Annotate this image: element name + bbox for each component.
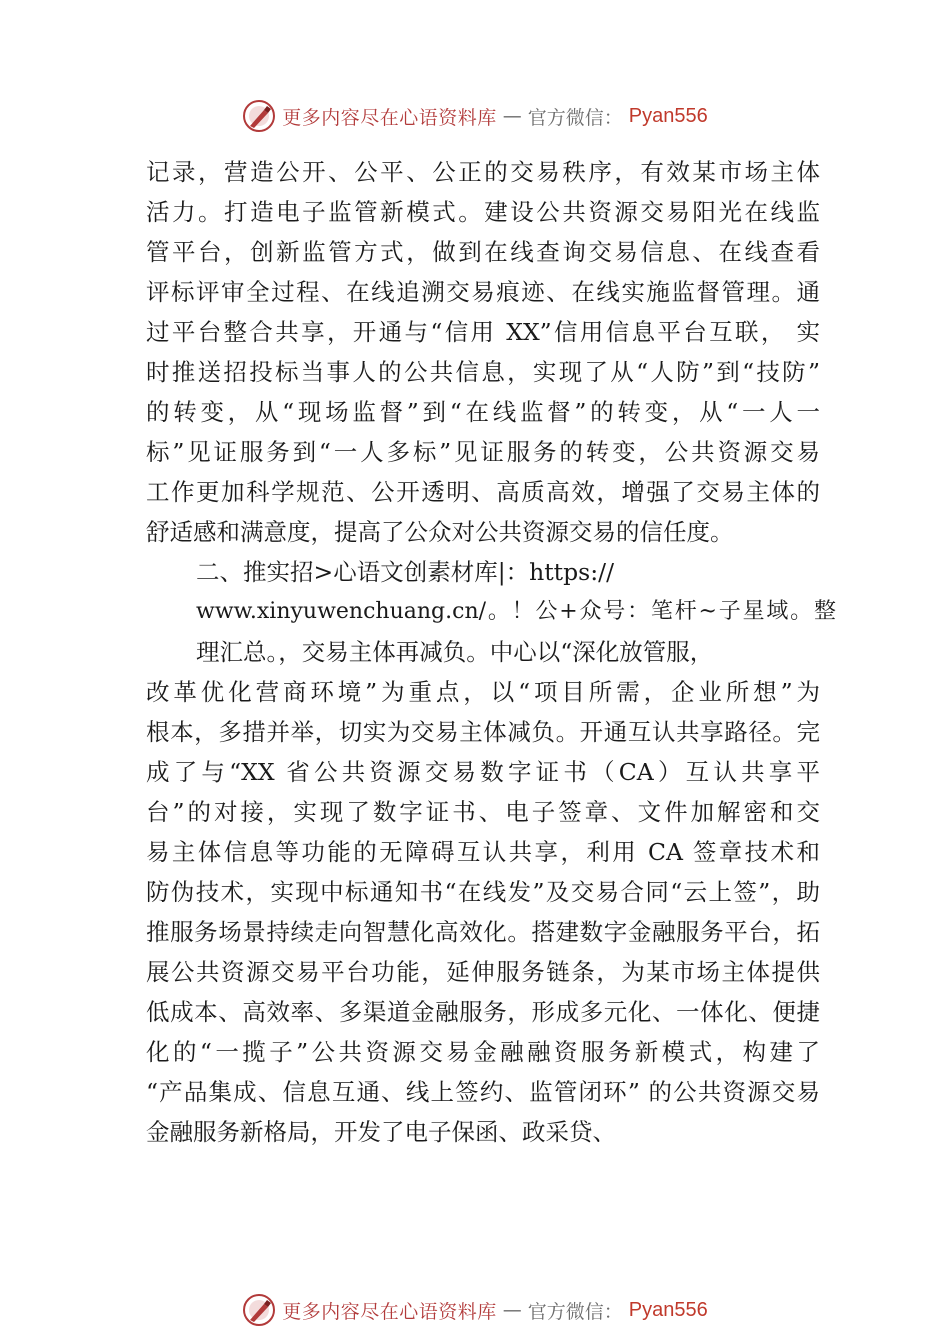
text-line: 管平台，创新监管方式，做到在线查询交易信息、在线查看 — [146, 238, 820, 266]
text-line: 展公共资源交易平台功能，延伸服务链条，为某市场主体提供 — [146, 958, 820, 986]
pen-nib-logo-icon — [242, 1293, 276, 1327]
document-body — [146, 152, 836, 1152]
text-line: 时推送招投标当事人的公共信息，实现了从“人防”到“技防” — [146, 358, 820, 386]
banner-dash: — — [502, 1299, 522, 1321]
text-line: 根本，多措并举，切实为交易主体减负。开通互认共享路径。完 — [146, 718, 820, 746]
text-line: 改革优化营商环境”为重点，以“项目所需，企业所想”为 — [146, 678, 820, 706]
text-line: 理汇总。，交易主体再减负。中心以“深化放管服， — [196, 638, 714, 666]
text-line: 推服务场景持续走向智慧化高效化。搭建数字金融服务平台，拓 — [146, 918, 820, 946]
text-line: 过平台整合共享，开通与“信用 XX”信用信息平台互联， 实 — [146, 318, 820, 346]
pen-nib-logo-icon — [242, 99, 276, 133]
text-line: 化的“一揽子”公共资源交易金融融资服务新模式，构建了 — [146, 1038, 820, 1066]
footer-watermark-banner — [0, 1290, 950, 1330]
banner-wechat-id: Pyan556 — [628, 104, 708, 127]
text-line: 的转变，从“现场监督”到“在线监督”的转变，从“一人一 — [146, 398, 820, 426]
text-line: 低成本、高效率、多渠道金融服务，形成多元化、一体化、便捷 — [146, 998, 820, 1026]
text-line: 活力。打造电子监管新模式。建设公共资源交易阳光在线监 — [146, 198, 820, 226]
banner-wechat-label: 官方微信： — [527, 1300, 623, 1323]
text-line: 记录，营造公开、公平、公正的交易秩序，有效某市场主体 — [146, 158, 820, 186]
text-line: 台”的对接，实现了数字证书、电子签章、文件加解密和交 — [146, 798, 820, 826]
text-line: 标”见证服务到“一人多标”见证服务的转变，公共资源交易 — [146, 438, 820, 466]
text-line: 舒适感和满意度，提高了公众对公共资源交易的信任度。 — [146, 518, 734, 546]
banner-title: 更多内容尽在心语资料库 — [282, 106, 497, 129]
header-watermark-banner — [0, 96, 950, 136]
banner-wechat-label: 官方微信： — [527, 106, 623, 129]
text-line: 评标评审全过程、在线追溯交易痕迹、在线实施监督管理。通 — [146, 278, 820, 306]
text-line: “产品集成、信息互通、线上签约、监管闭环” 的公共资源交易 — [146, 1078, 820, 1106]
banner-wechat-id: Pyan556 — [628, 1298, 708, 1321]
banner-title: 更多内容尽在心语资料库 — [282, 1300, 497, 1323]
text-line: 防伪技术，实现中标通知书“在线发”及交易合同“云上签”，助 — [146, 878, 820, 906]
text-line: www.xinyuwenchuang.cn/。！公+众号：笔杆~子星域。整 — [196, 599, 836, 624]
banner-dash: — — [502, 105, 522, 127]
text-line: 成了与“XX 省公共资源交易数字证书（CA）互认共享平 — [146, 758, 820, 786]
text-line: 工作更加科学规范、公开透明、高质高效，增强了交易主体的 — [146, 478, 820, 506]
text-line: 易主体信息等功能的无障碍互认共享，利用 CA 签章技术和 — [146, 838, 820, 866]
text-line: 金融服务新格局，开发了电子保函、政采贷、 — [146, 1118, 616, 1146]
section-heading-line: 二、推实招>心语文创素材库|：https:// — [196, 558, 614, 586]
